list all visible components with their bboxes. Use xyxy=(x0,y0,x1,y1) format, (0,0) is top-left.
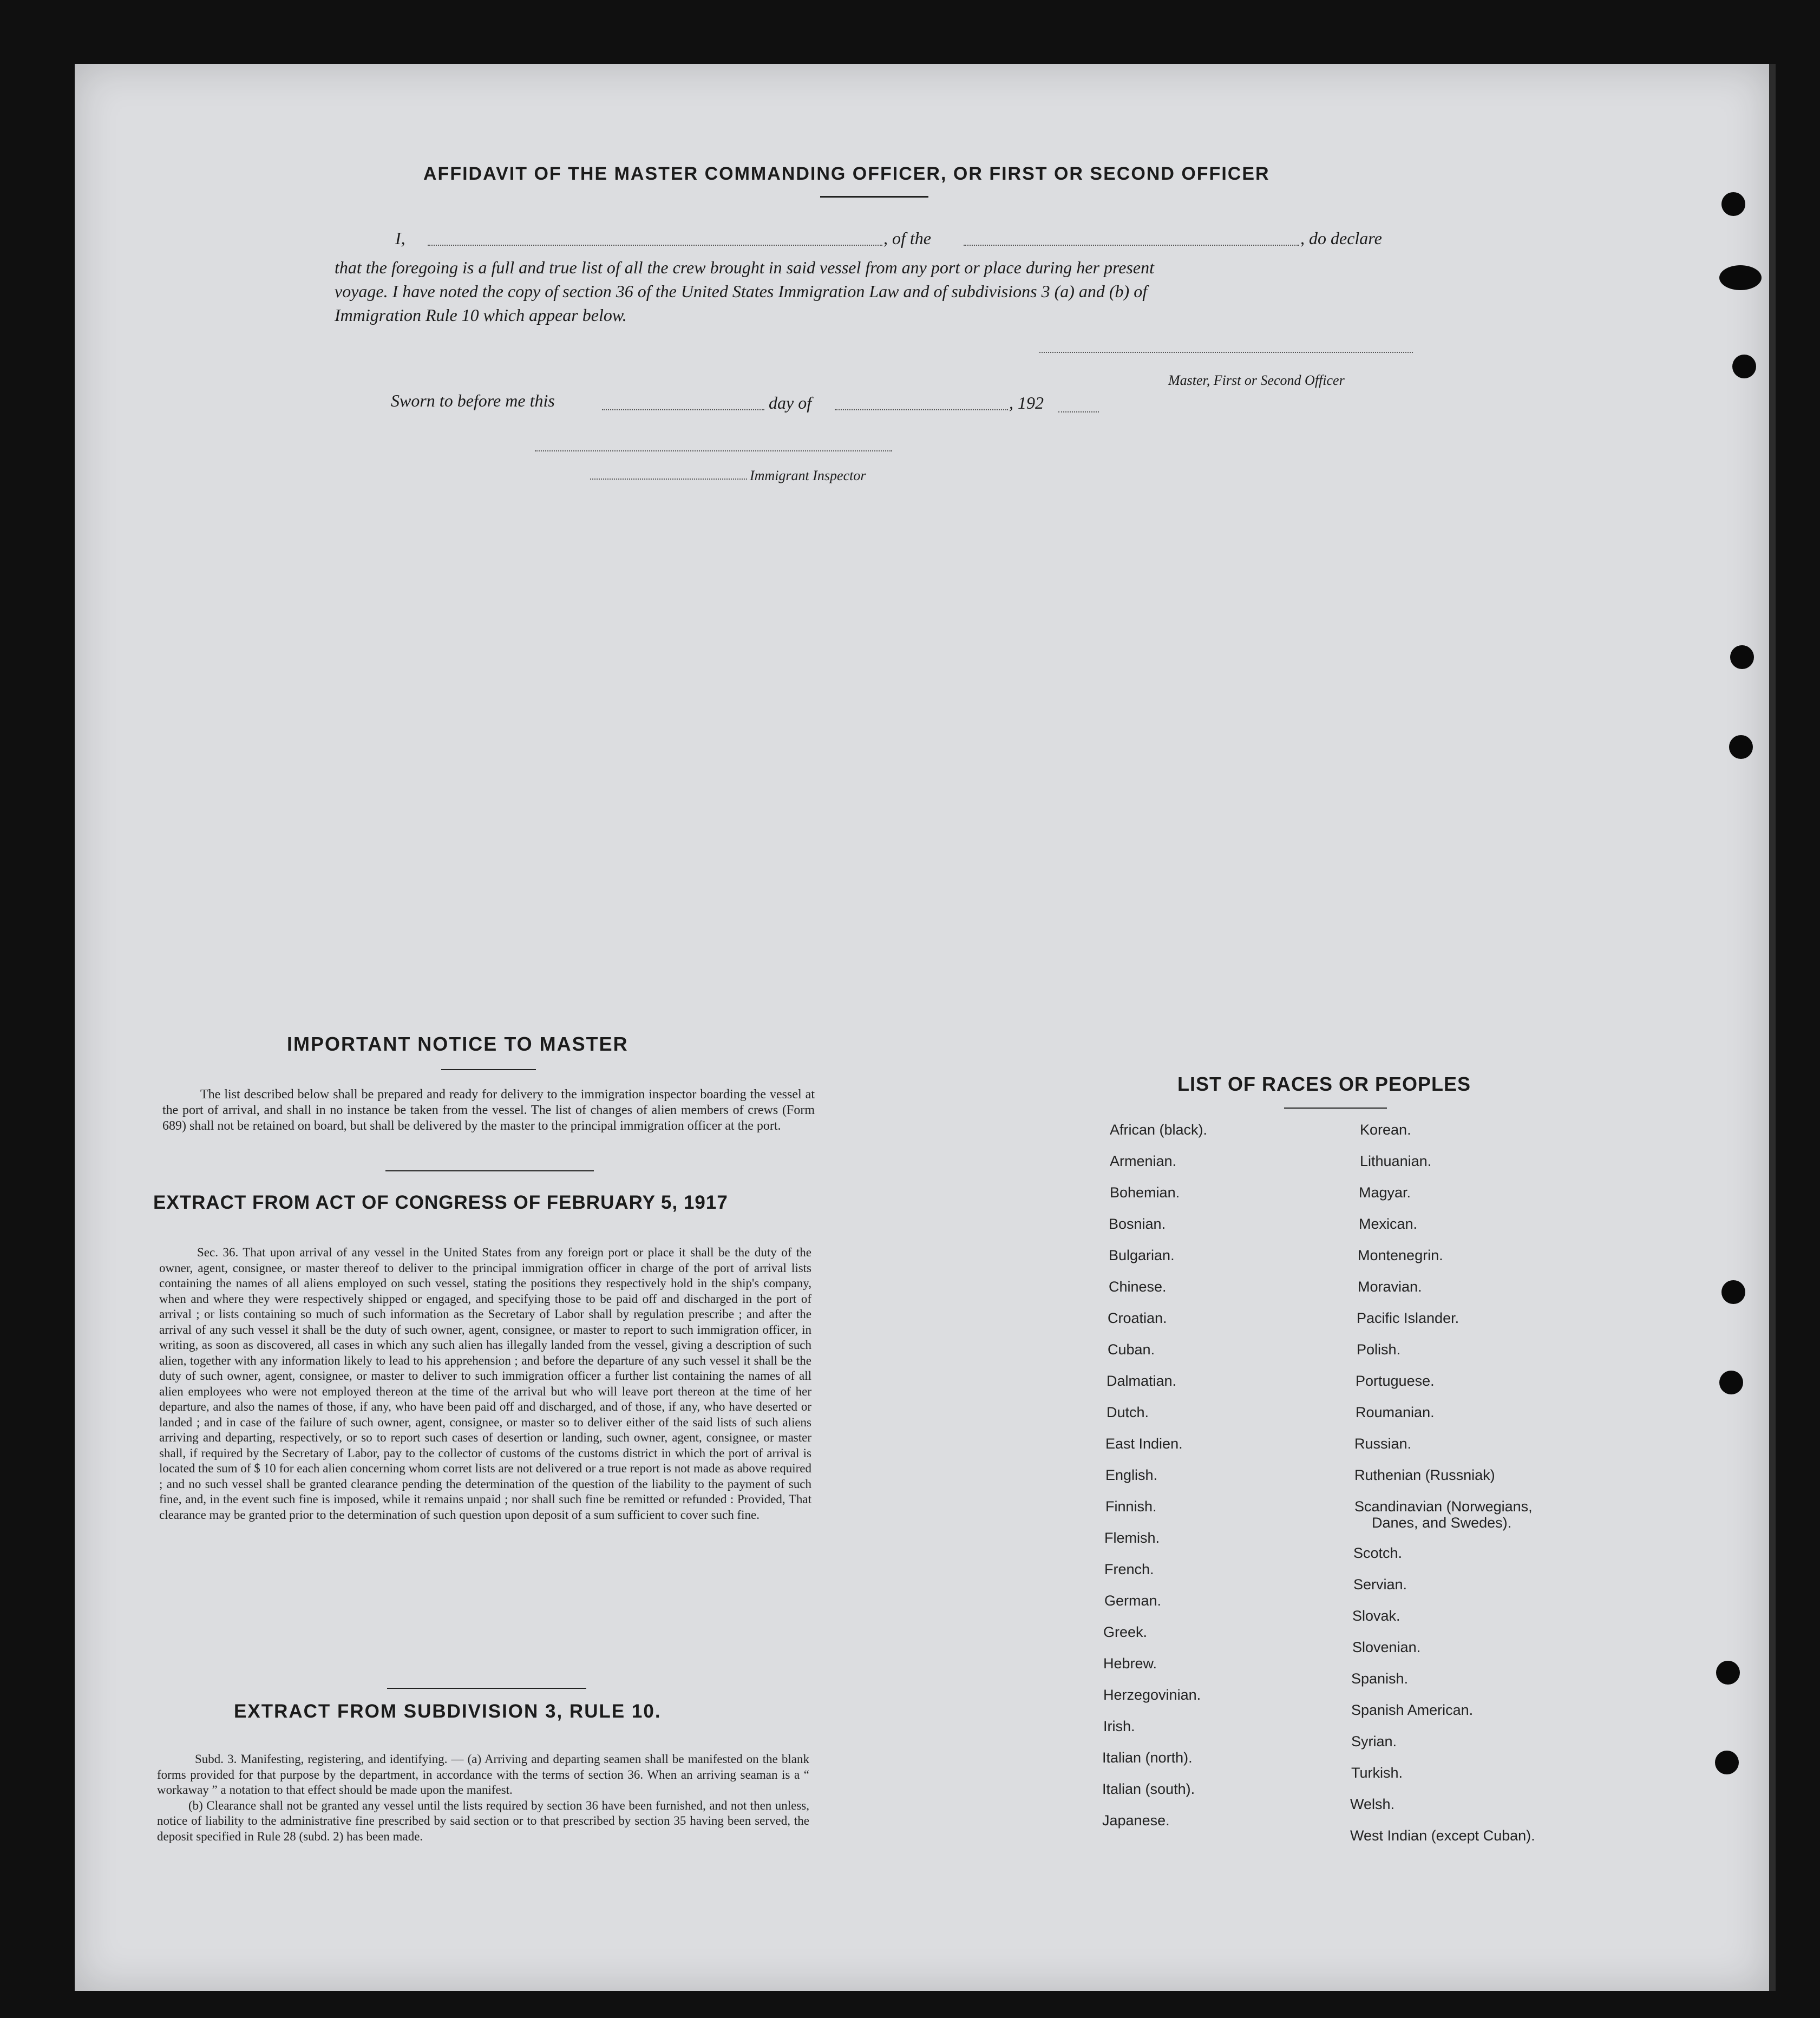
day-of-label: day of xyxy=(769,393,812,412)
punch-hole xyxy=(1721,1280,1745,1304)
affidavit-line-4: Immigration Rule 10 which appear below. xyxy=(335,305,627,325)
race-item: Lithuanian. xyxy=(1360,1153,1432,1169)
race-item: Moravian. xyxy=(1358,1279,1422,1295)
notice-text xyxy=(162,1087,815,1134)
punch-hole xyxy=(1715,1751,1739,1774)
punch-hole xyxy=(1721,192,1745,216)
race-item: Mexican. xyxy=(1359,1216,1418,1232)
sworn-month-field[interactable] xyxy=(835,409,1008,410)
races-rule xyxy=(1284,1108,1387,1109)
rule-paragraph-a: Subd. 3. Manifesting, registering, and identifying. — (a) Arriving and departing seamen shall be manifested on the blank forms provided for that purpose by the department, in accordance with the terms of section 36. When an arriving seaman is a “ workaway ” a notation to that effect should be made upon the manifest. xyxy=(157,1752,809,1797)
race-item: Armenian. xyxy=(1110,1153,1177,1169)
extract-act-rule xyxy=(387,1688,586,1689)
race-item: French. xyxy=(1104,1561,1154,1577)
race-item: Spanish. xyxy=(1351,1670,1409,1687)
race-item: Ruthenian (Russniak) xyxy=(1354,1467,1495,1483)
race-item: Slovak. xyxy=(1352,1608,1400,1624)
inspector-label: Immigrant Inspector xyxy=(750,468,866,483)
punch-hole xyxy=(1729,735,1753,759)
sworn-label: Sworn to before me this xyxy=(391,391,555,410)
race-item: Turkish. xyxy=(1351,1765,1403,1781)
race-item: Greek. xyxy=(1103,1624,1148,1640)
race-item: Scandinavian (Norwegians, xyxy=(1354,1498,1533,1515)
affidavit-line-3: voyage. I have noted the copy of section 36 of the United States Immigration Law and of subdivisions 3 (a) and (b) of xyxy=(335,281,1148,301)
race-item: Finnish. xyxy=(1105,1498,1157,1515)
race-item: African (black). xyxy=(1110,1122,1208,1138)
name-field[interactable] xyxy=(428,245,882,246)
race-item: Korean. xyxy=(1360,1122,1411,1138)
sworn-day-field[interactable] xyxy=(602,409,764,410)
notice-title: IMPORTANT NOTICE TO MASTER xyxy=(287,1033,629,1055)
affidavit-line-2: that the foregoing is a full and true list of all the crew brought in said vessel from any port or place during her present xyxy=(335,258,1154,277)
race-item: Spanish American. xyxy=(1351,1702,1474,1718)
of-the-label: , of the xyxy=(883,228,931,248)
race-item: Portuguese. xyxy=(1356,1373,1435,1389)
race-item: Italian (north). xyxy=(1102,1750,1193,1766)
extract-act-title: EXTRACT FROM ACT OF CONGRESS OF FEBRUARY 5, 1917 xyxy=(153,1192,728,1213)
race-item: Flemish. xyxy=(1104,1530,1160,1546)
race-item: Dutch. xyxy=(1107,1404,1149,1420)
race-item: Welsh. xyxy=(1350,1796,1395,1812)
race-item: Scotch. xyxy=(1353,1545,1403,1561)
affidavit-i-label: I, xyxy=(395,228,405,248)
race-item: Polish. xyxy=(1357,1341,1401,1358)
punch-hole xyxy=(1732,355,1756,378)
race-item: Cuban. xyxy=(1108,1341,1155,1358)
punch-hole xyxy=(1730,645,1754,669)
race-item: German. xyxy=(1104,1593,1162,1609)
races-title: LIST OF RACES OR PEOPLES xyxy=(1177,1073,1471,1095)
race-item: Magyar. xyxy=(1359,1184,1411,1201)
race-item: Bohemian. xyxy=(1110,1184,1180,1201)
notice-bottom-rule xyxy=(385,1170,594,1171)
race-item: Syrian. xyxy=(1351,1733,1397,1750)
extract-rule-text xyxy=(157,1752,809,1844)
notice-rule xyxy=(441,1069,536,1070)
race-item: Herzegovinian. xyxy=(1103,1687,1201,1703)
inspector-dots xyxy=(590,479,747,480)
paper-edge xyxy=(1769,64,1776,1991)
year-label: , 192 xyxy=(1009,393,1044,412)
affidavit-title: AFFIDAVIT OF THE MASTER COMMANDING OFFICER, OR FIRST OR SECOND OFFICER xyxy=(423,163,1270,184)
notice-paragraph: The list described below shall be prepared and ready for delivery to the immigration inspector boarding the vessel at the port of arrival, and shall in no instance be taken from the vessel. The list of changes of alien members of crews (Form 689) shall not be retained on board, but shall be delivered by the master to the principal immigration officer at the port. xyxy=(162,1087,815,1133)
rule-paragraph-b: (b) Clearance shall not be granted any vessel until the lists required by section 36 have been furnished, and not then unless, notice of liability to the administrative fine prescribed by said section or to that prescribed by section 35 having been served, the deposit specified in Rule 28 (subd. 2) has been made. xyxy=(157,1798,809,1843)
race-item: Slovenian. xyxy=(1352,1639,1421,1655)
race-item: Italian (south). xyxy=(1102,1781,1195,1797)
punch-hole xyxy=(1719,265,1762,290)
title-rule xyxy=(820,196,928,198)
race-item: Danes, and Swedes). xyxy=(1372,1515,1512,1531)
race-item: Chinese. xyxy=(1109,1279,1167,1295)
extract-act-text xyxy=(159,1245,811,1523)
race-item: East Indien. xyxy=(1105,1436,1183,1452)
extract-act-paragraph: Sec. 36. That upon arrival of any vessel in the United States from any foreign port or place it shall be the duty of the owner, agent, consignee, or master thereof to deliver to the principal immigration officer in charge of the port of arrival lists containing the names of all aliens employed on such vessel, stating the positions they respectively hold in the ship's company, when and where they were respectively shipped or engaged, and specifying those to be paid off and discharged in the port of arrival ; or lists containing so much of such information as the Secretary of Labor shall by regulation prescribe ; and after the arrival of any such vessel it shall be the duty of such owner, agent, consignee, or master to report to such immigration officer, in writing, as soon as discovered, all cases in which any such alien has illegally landed from the vessel, giving a description of such alien, together with any information likely to lead to his apprehension ; and before the departure of any such vessel it shall be the duty of such owner, agent, consignee, or master to deliver to such immigration officer a further list containing the names of all alien employees who were not employed thereon at the time of the arrival but who will leave port thereon at the time of her departure, and also the names of those, if any, who have been paid off and discharged, and of those, if any, who have deserted or landed ; and in case of the failure of such owner, agent, consignee, or master so to deliver either of the said lists of such aliens arriving and departing, respectively, or so to report such cases of desertion or landing, such owner, agent, consignee, or master shall, if required by the Secretary of Labor, pay to the collector of customs of the customs district in which the port of arrival is located the sum of $ 10 for each alien concerning whom corret lists are not delivered or a true report is not made as above required ; and no such vessel shall be granted clearance pending the determination of the question of the liability to the payment of such fine, and, in the event such fine is imposed, while it remains unpaid ; nor shall such fine be remitted or refunded : Provided, That clearance may be granted prior to the determination of such question upon deposit of a sum sufficient to cover such fine. xyxy=(159,1246,811,1522)
race-item: West Indian (except Cuban). xyxy=(1350,1827,1535,1844)
race-item: Croatian. xyxy=(1108,1310,1167,1326)
race-item: Japanese. xyxy=(1102,1812,1170,1829)
race-item: Montenegrin. xyxy=(1358,1247,1443,1263)
master-label: Master, First or Second Officer xyxy=(1168,372,1345,388)
race-item: Russian. xyxy=(1354,1436,1412,1452)
race-item: Bosnian. xyxy=(1109,1216,1166,1232)
master-signature-field[interactable] xyxy=(1039,352,1413,353)
declare-label: , do declare xyxy=(1300,228,1382,248)
punch-hole xyxy=(1719,1371,1743,1394)
race-item: Pacific Islander. xyxy=(1357,1310,1459,1326)
race-item: Servian. xyxy=(1353,1576,1407,1593)
race-item: Roumanian. xyxy=(1356,1404,1435,1420)
race-item: English. xyxy=(1105,1467,1158,1483)
sworn-year-field[interactable] xyxy=(1058,411,1099,412)
race-item: Hebrew. xyxy=(1103,1655,1157,1672)
race-item: Dalmatian. xyxy=(1107,1373,1177,1389)
punch-hole xyxy=(1716,1661,1740,1685)
race-item: Bulgarian. xyxy=(1109,1247,1175,1263)
vessel-field[interactable] xyxy=(964,245,1299,246)
inspector-signature-field[interactable] xyxy=(535,450,892,451)
race-item: Irish. xyxy=(1103,1718,1135,1734)
extract-rule-title: EXTRACT FROM SUBDIVISION 3, RULE 10. xyxy=(234,1701,662,1722)
